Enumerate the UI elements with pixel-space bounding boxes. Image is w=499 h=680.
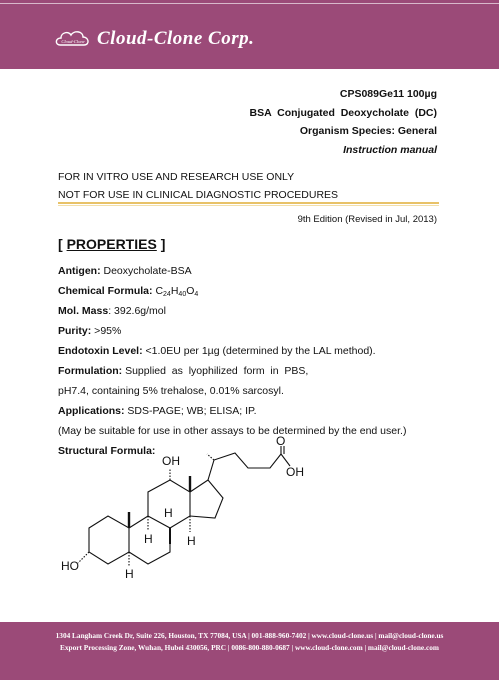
property-label: Chemical Formula: [58,285,153,297]
property-label: Purity: [58,325,92,337]
document-type: Instruction manual [343,143,437,156]
label-h-c9: H [144,532,153,546]
label-h-c5: H [125,567,134,581]
formula-hydrogen: H [170,285,179,297]
organism-species: Organism Species: General [299,125,437,137]
formula-sub: 24 [163,291,171,298]
label-acid-oh: OH [286,465,304,479]
usage-note: (May be suitable for use in other assays to be determined by the end user.) [58,425,407,437]
section-divider-thin [58,205,439,206]
footer-address-cn: Export Processing Zone, Wuhan, Hubei 430056, PRC | 0086-800-880-0687 | www.cloud-clone.com | mail@cloud-clone.com [60,643,439,652]
header-band [0,0,499,69]
property-applications [58,404,443,424]
section-title [58,236,165,252]
property-purity [58,324,443,344]
product-meta [137,85,437,159]
property-value: <1.0EU per 1µg (determined by the LAL method). [142,345,376,357]
property-value: >95% [91,325,122,337]
use-notes [58,168,338,204]
ring-c [148,480,190,528]
property-value: Supplied as lyophilized form in PBS, [122,365,309,377]
label-h-c8: H [164,506,173,520]
brand-name: Cloud-Clone Corp. [97,28,255,49]
bracket-close: ] [156,236,166,252]
property-antigen [58,264,443,284]
property-label: Endotoxin Level: [58,345,143,357]
footer-address-us: 1304 Langham Creek Dr, Suite 226, Houston, TX 77084, USA | 001-888-960-7402 | www.cloud-clone.us | mail@cloud-clone.us [55,631,444,640]
cloud-clone-logo-icon [54,28,92,50]
property-value: Deoxycholate-BSA [100,265,192,277]
property-label: Structural Formula: [58,445,156,457]
property-chemical-formula [58,284,443,304]
bracket-open: [ [58,236,67,252]
formula-sub: 4 [194,291,199,298]
property-label: Applications: [58,405,125,417]
properties-list [58,264,443,464]
section-title-text: PROPERTIES [66,236,157,252]
ring-a [89,516,129,564]
footer-band [0,622,499,680]
property-label: Antigen: [58,265,101,277]
property-label: Mol. Mass [58,305,109,317]
catalog-number: CPS089Ge11 100µg [339,88,437,100]
section-divider [58,202,439,204]
product-name: BSA Conjugated Deoxycholate (DC) [249,106,437,119]
header-divider [0,3,499,4]
label-ho-c3: HO [61,559,79,573]
property-label: Formulation: [58,365,123,377]
property-value: : 392.6g/mol [108,305,166,317]
property-value: SDS-PAGE; WB; ELISA; IP. [124,405,257,417]
formula-carbon: C [152,285,164,297]
svg-text:Cloud-Clone: Cloud-Clone [61,39,85,44]
property-formulation-continued: pH7.4, containing 5% trehalose, 0.01% sarcosyl. [58,385,284,397]
ring-d [190,480,223,518]
clinical-use-note: NOT FOR USE IN CLINICAL DIAGNOSTIC PROCEDURES [58,189,339,201]
formula-oxygen: O [186,285,195,297]
edition-note: 9th Edition (Revised in Jul, 2013) [297,214,437,225]
label-oh-c12: OH [162,454,180,468]
formula-sub: 40 [178,291,187,298]
structural-formula-diagram [58,434,308,586]
property-mol-mass [58,304,443,324]
property-formulation [58,364,443,384]
property-endotoxin [58,344,443,364]
label-carbonyl-o: O [276,434,286,448]
research-use-note: FOR IN VITRO USE AND RESEARCH USE ONLY [58,171,295,183]
label-h-c14: H [187,534,196,548]
